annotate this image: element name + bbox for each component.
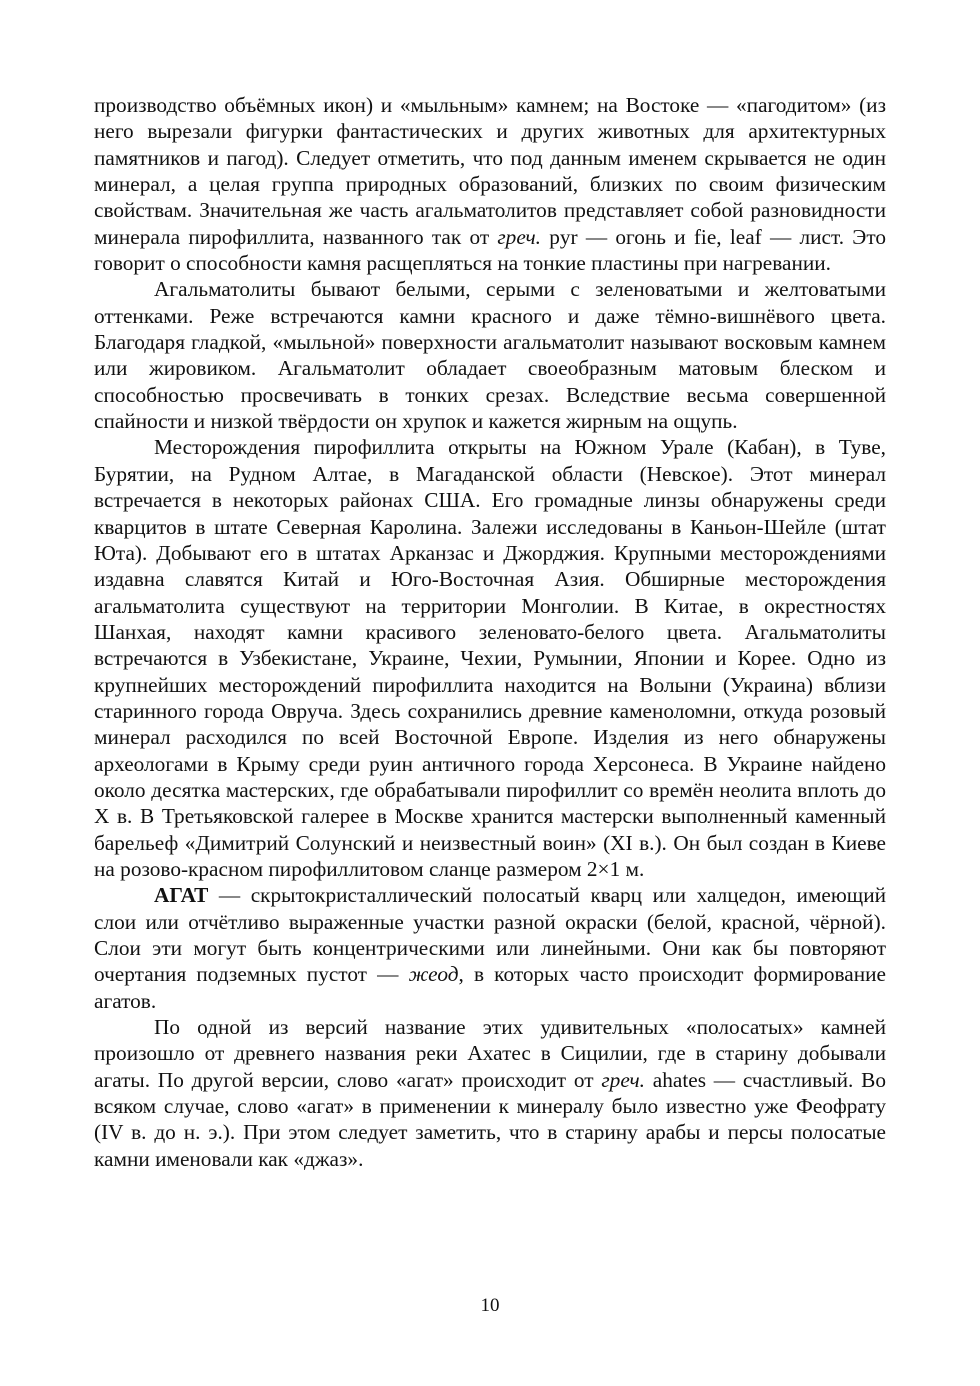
paragraph-4-bold-term: АГАТ: [154, 883, 209, 908]
paragraph-5: [94, 1014, 886, 1172]
paragraph-3-text-1: Месторождения пирофиллита открыты на Южном Урале (Кабан), в Туве, Бурятии, на Рудном Алтае, в Магаданской области (Невское). Этот минерал встречается в некоторых районах США. Его громадные линзы обнаружены среди кварцитов в штате Северная Каролина. Залежи исследованы в Каньон-Шейле (штат Юта). Добывают его в штатах Арканзас и Джорджия. Крупными месторождениями издавна славятся Китай и Юго-Восточная Азия. Обширные месторождения агальматолита существуют на территории Монголии. В Китае, в окрестностях Шанхая, находят камни красивого зеленовато-белого цвета. Агальматолиты встречаются в Узбекистане, Украине, Чехии, Румынии, Японии и Корее. Одно из крупнейших месторождений пирофиллита находится на Волыни (Украина) вблизи старинного города Овруча. Здесь сохранились древние каменоломни, откуда розовый минерал расходился по всей Восточной Европе. Изделия из него обнаружены археологами в Крыму среди руин античного города Херсонеса. В Украине найдено около десятка мастерских, где обрабатывали пирофиллит со времён неолита вплоть до X в. В Третьяковской галерее в Москве хранится мастерски выполненный каменный барельеф «Димитрий Солунский и неизвестный воин» (XI в.). Он был создан в Киеве на розово-красном пирофиллитовом сланце размером 2×1 м.: [94, 435, 886, 881]
paragraph-3: [94, 434, 886, 882]
paragraph-5-italic-1: греч.: [601, 1067, 645, 1092]
paragraph-1-text-2: pyr — огонь и fie, leaf — лист. Это говорит о способности камня расщепляться на тонкие пластины при нагревании.: [94, 224, 886, 276]
paragraph-1: [94, 92, 886, 276]
page-body: [94, 92, 886, 1172]
paragraph-5-text-2: ahates — счастливый. Во всяком случае, слово «агат» в применении к минералу было известно уже Феофрату (IV в. до н. э.). При этом следует заметить, что в старину арабы и персы полосатые камни именовали как «джаз».: [94, 1067, 887, 1171]
paragraph-4-italic-1: жеод: [408, 962, 459, 987]
page-number: 10: [480, 1295, 500, 1316]
paragraph-5-text-1: По одной из версий название этих удивительных «полосатых» камней произошло от древнего названия реки Ахатес в Сицилии, где в старину добывали агаты. По другой версии, слово «агат» происходит от: [94, 1015, 886, 1092]
paragraph-1-text-1: производство объёмных икон) и «мыльным» камнем; на Востоке — «пагодитом» (из него вырезали фигурки фантастических и других животных для архитектурных памятников и пагод). Следует отметить, что под данным именем скрывается не один минерал, а целая группа природных образований, близких по своим физическим свойствам. Значительная же часть агальматолитов представляет собой разновидности минерала пирофиллита, названного так от: [94, 93, 886, 249]
paragraph-4: [94, 882, 886, 1014]
paragraph-2-text-1: Агальматолиты бывают белыми, серыми с зеленоватыми и желтоватыми оттенками. Реже встречаются камни красного и даже тёмно-вишнёвого цвета. Благодаря гладкой, «мыльной» поверхности агальматолит называют восковым камнем или жировиком. Агальматолит обладает своеобразным матовым блеском и способностью просвечивать в тонких срезах. Вследствие весьма совершенной спайности и низкой твёрдости он хрупок и кажется жирным на ощупь.: [94, 277, 886, 434]
paragraph-4-text-2: , в которых часто происходит формирование агатов.: [94, 962, 886, 1013]
paragraph-2: [94, 276, 886, 434]
paragraph-4-text-1: — скрытокристаллический полосатый кварц или халцедон, имеющий слои или отчётливо выраженные участки разной окраски (белой, красной, чёрной). Слои эти могут быть концентрическими или линейными. Они как бы повторяют очертания подземных пустот —: [94, 883, 886, 987]
paragraph-1-italic-1: греч.: [497, 224, 541, 249]
